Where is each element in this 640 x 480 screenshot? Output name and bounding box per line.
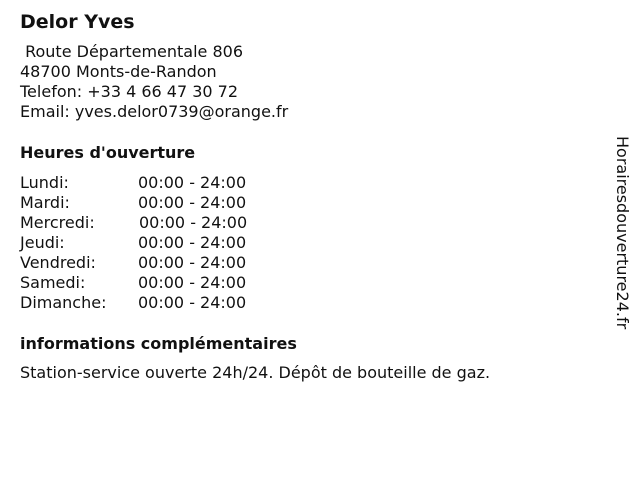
day-label: Lundi:: [20, 173, 69, 192]
hours-row-sunday: [20, 293, 590, 313]
hours-row-monday: [20, 173, 590, 193]
day-label: Dimanche:: [20, 293, 107, 312]
time-range: 00:00 - 24:00: [139, 213, 248, 232]
time-range: 00:00 - 24:00: [138, 193, 247, 212]
site-name: Horairesdouverture24.fr: [613, 136, 632, 330]
info-heading: informations complémentaires: [20, 334, 297, 353]
address-line-2: 48700 Monts-de-Randon: [20, 62, 217, 81]
email-line: Email: yves.delor0739@orange.fr: [20, 102, 289, 121]
hours-row-thursday: [20, 233, 590, 253]
day-label: Mercredi:: [20, 213, 95, 232]
time-range: 00:00 - 24:00: [138, 273, 247, 292]
opening-hours-list: [20, 173, 590, 313]
time-range: 00:00 - 24:00: [138, 233, 247, 252]
business-name: Delor Yves: [20, 11, 135, 33]
day-label: Mardi:: [20, 193, 70, 212]
hours-row-tuesday: [20, 193, 590, 213]
info-text: Station-service ouverte 24h/24. Dépôt de bouteille de gaz.: [20, 363, 491, 382]
business-card: [20, 10, 590, 384]
day-label: Jeudi:: [20, 233, 65, 252]
time-range: 00:00 - 24:00: [138, 253, 247, 272]
day-label: Vendredi:: [20, 253, 96, 272]
hours-row-saturday: [20, 273, 590, 293]
address-line-1: Route Départementale 806: [20, 42, 243, 61]
day-label: Samedi:: [20, 273, 86, 292]
hours-heading: Heures d'ouverture: [20, 143, 196, 162]
hours-row-friday: [20, 253, 590, 273]
hours-row-wednesday: [20, 213, 590, 233]
time-range: 00:00 - 24:00: [138, 293, 247, 312]
phone-line: Telefon: +33 4 66 47 30 72: [20, 82, 239, 101]
time-range: 00:00 - 24:00: [138, 173, 247, 192]
